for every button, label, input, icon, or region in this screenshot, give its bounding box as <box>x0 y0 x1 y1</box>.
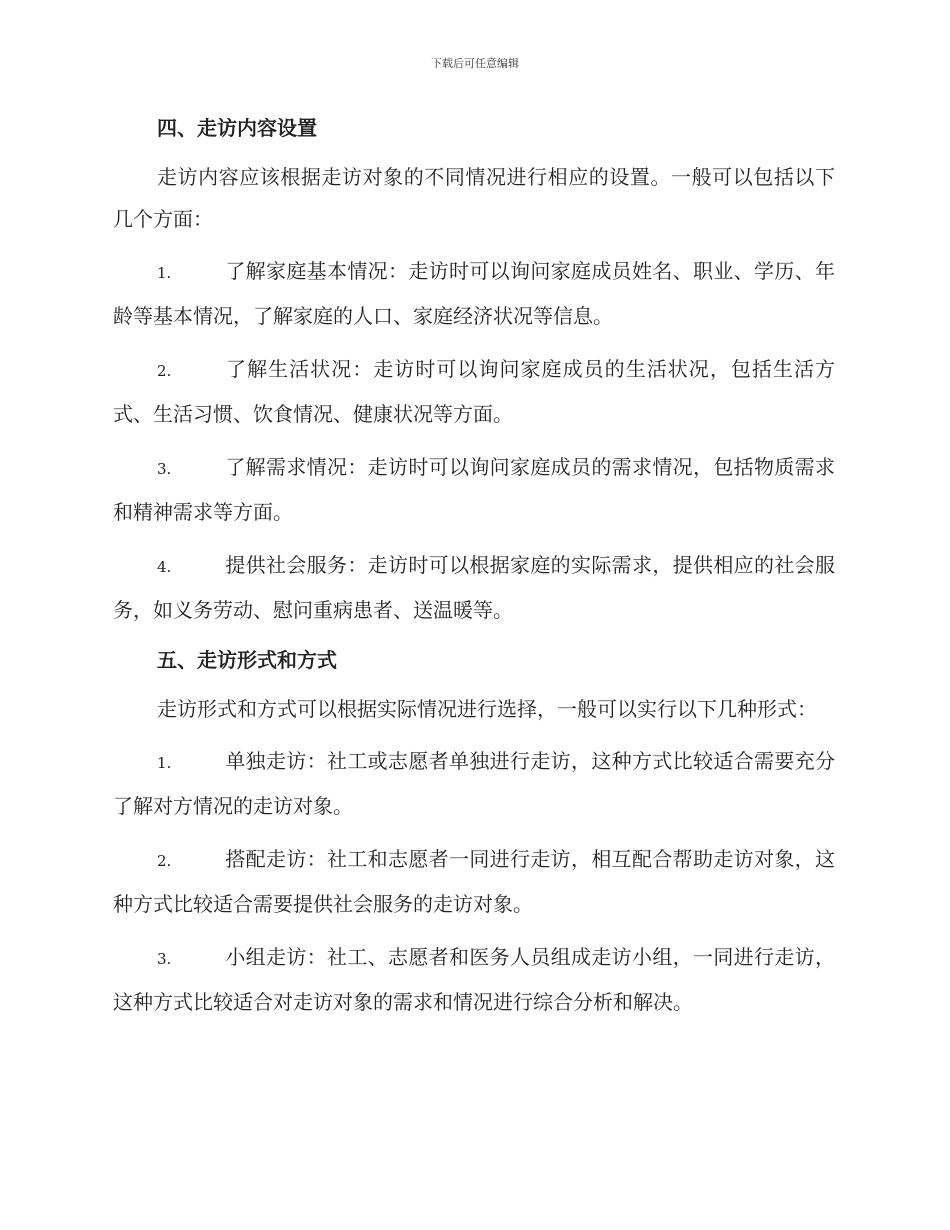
list-item <box>113 446 835 534</box>
list-item-number: 1. <box>157 754 172 772</box>
list-item-number: 2. <box>157 852 172 870</box>
list-item <box>113 838 835 926</box>
list-item-text: 搭配走访：社工和志愿者一同进行走访，相互配合帮助走访对象，这种方式比较适合需要提供社会服务的走访对象。 <box>113 847 835 916</box>
list-item <box>113 250 835 338</box>
list-item-number: 3. <box>157 950 172 968</box>
document-body <box>113 110 835 1034</box>
list-item-text: 提供社会服务：走访时可以根据家庭的实际需求，提供相应的社会服务，如义务劳动、慰问重病患者、送温暖等。 <box>113 553 835 622</box>
section-heading: 四、走访内容设置 <box>157 116 317 140</box>
list-item <box>113 740 835 828</box>
section-intro: 走访形式和方式可以根据实际情况进行选择，一般可以实行以下几种形式： <box>157 697 817 721</box>
list-item-text: 单独走访：社工或志愿者单独进行走访，这种方式比较适合需要充分了解对方情况的走访对象。 <box>113 749 835 818</box>
list-item <box>113 936 835 1024</box>
list-item-number: 1. <box>157 264 172 282</box>
page-header: 下载后可任意编辑 <box>431 57 519 70</box>
list-item-number: 4. <box>157 558 172 576</box>
list-item-text: 了解家庭基本情况：走访时可以询问家庭成员姓名、职业、学历、年龄等基本情况，了解家庭的人口、家庭经济状况等信息。 <box>113 259 835 328</box>
list-item <box>113 348 835 436</box>
list-item-text: 了解需求情况：走访时可以询问家庭成员的需求情况，包括物质需求和精神需求等方面。 <box>113 455 835 524</box>
list-item-text: 了解生活状况：走访时可以询问家庭成员的生活状况，包括生活方式、生活习惯、饮食情况、健康状况等方面。 <box>113 357 835 426</box>
list-item <box>113 544 835 632</box>
list-item-number: 3. <box>157 460 172 478</box>
section-intro: 走访内容应该根据走访对象的不同情况进行相应的设置。一般可以包括以下几个方面： <box>113 165 835 231</box>
list-item-number: 2. <box>157 362 172 380</box>
list-item-text: 小组走访：社工、志愿者和医务人员组成走访小组，一同进行走访，这种方式比较适合对走访对象的需求和情况进行综合分析和解决。 <box>113 945 835 1014</box>
section-heading: 五、走访形式和方式 <box>157 648 337 672</box>
